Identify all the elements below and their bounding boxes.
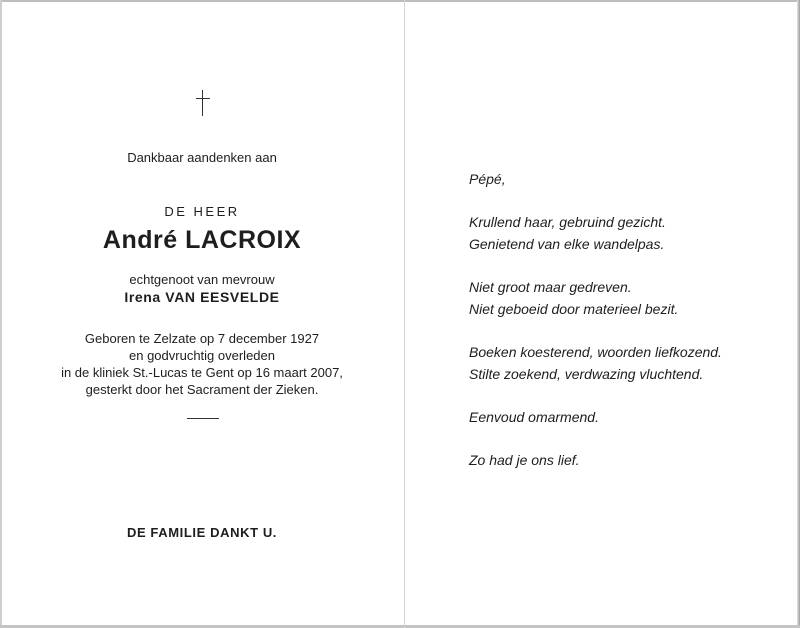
intro-text: Dankbaar aandenken aan <box>127 150 277 165</box>
spouse-name: Irena VAN EESVELDE <box>124 289 280 305</box>
poem-stanza <box>469 211 789 255</box>
spouse-intro: echtgenoot van mevrouw <box>129 272 275 287</box>
poem-line: Pépé, <box>469 171 506 187</box>
poem-stanza <box>469 449 789 471</box>
honorific-title: DE HEER <box>164 204 240 219</box>
deceased-name: André LACROIX <box>102 226 302 254</box>
bio-line: en godvruchtig overleden <box>129 348 275 363</box>
poem-line: Niet groot maar gedreven. <box>469 279 632 295</box>
bio-line: gesterkt door het Sacrament der Zieken. <box>85 382 319 397</box>
separator-line <box>187 418 219 419</box>
bio-line: in de kliniek St.-Lucas te Gent op 16 maart 2007, <box>61 365 343 380</box>
poem <box>469 168 789 492</box>
poem-stanza <box>469 276 789 320</box>
poem-line: Stilte zoekend, verdwazing vluchtend. <box>469 366 704 382</box>
family-thanks: DE FAMILIE DANKT U. <box>126 525 278 540</box>
biography <box>0 330 404 398</box>
bio-line: Geboren te Zelzate op 7 december 1927 <box>84 331 320 346</box>
poem-line: Genietend van elke wandelpas. <box>469 236 665 252</box>
cross-icon <box>196 90 210 116</box>
poem-line: Boeken koesterend, woorden liefkozend. <box>469 344 722 360</box>
poem-line: Eenvoud omarmend. <box>469 409 599 425</box>
poem-line: Niet geboeid door materieel bezit. <box>469 301 679 317</box>
poem-line: Krullend haar, gebruind gezicht. <box>469 214 666 230</box>
poem-stanza <box>469 341 789 385</box>
poem-stanza <box>469 406 789 428</box>
right-panel <box>405 0 797 628</box>
poem-line: Zo had je ons lief. <box>469 452 580 468</box>
poem-stanza <box>469 168 789 190</box>
